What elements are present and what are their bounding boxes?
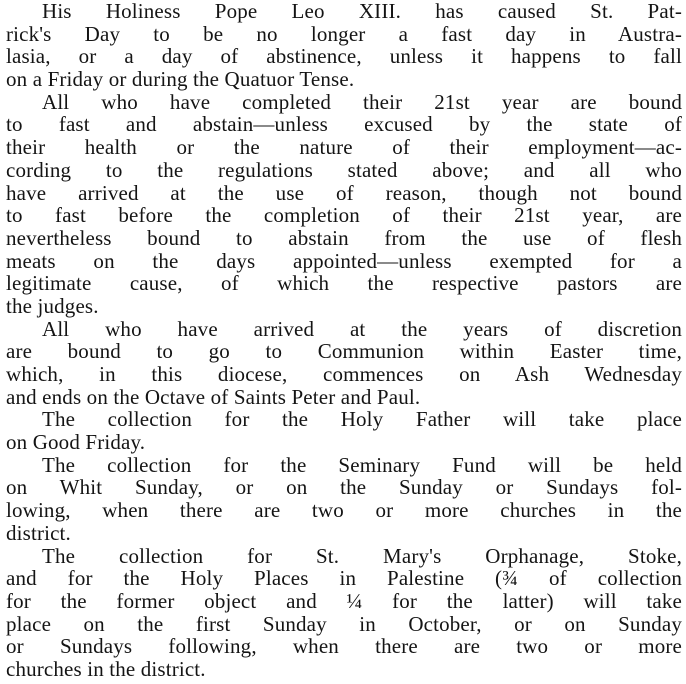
paragraph-orphanage-collection	[6, 545, 682, 681]
text-line: on Good Friday.	[6, 430, 146, 455]
text-line: His Holiness Pope Leo XIII. has caused St. Pat-	[42, 0, 682, 23]
paragraph-easter-communion	[6, 318, 682, 409]
text-line: All who have completed their 21st year are bound	[42, 89, 682, 114]
text-line: rick's Day to be no longer a fast day in Austra-	[6, 21, 682, 46]
text-line: for the former object and ¼ for the latter) will take	[6, 588, 682, 613]
text-line: and for the Holy Places in Palestine (¾ of collection	[6, 566, 682, 591]
text-line: on Whit Sunday, or on the Sunday or Sundays fol-	[6, 475, 682, 500]
text-line: district.	[6, 520, 71, 545]
newspaper-column	[6, 0, 682, 684]
text-line: churches in the district.	[6, 656, 206, 681]
text-line: lowing, when there are two or more churches in the	[6, 498, 682, 523]
text-line: the judges.	[6, 293, 99, 318]
text-line: lasia, or a day of abstinence, unless it happens to fall	[6, 44, 682, 69]
text-line: have arrived at the use of reason, though not bound	[6, 180, 682, 205]
text-line: nevertheless bound to abstain from the use of flesh	[6, 225, 682, 250]
text-line: place on the first Sunday in October, or on Sunday	[6, 611, 682, 636]
paragraph-st-patricks-day	[6, 0, 682, 91]
text-line: or Sundays following, when there are two or more	[6, 634, 682, 659]
text-line: which, in this diocese, commences on Ash Wednesday	[6, 362, 682, 386]
text-line: on a Friday or during the Quatuor Tense.	[6, 67, 355, 92]
text-line: cording to the regulations stated above; and all who	[6, 157, 682, 182]
paragraph-holy-father-collection	[6, 408, 682, 453]
text-line: The collection for St. Mary's Orphanage, Stoke,	[42, 543, 682, 568]
paragraph-seminary-fund	[6, 454, 682, 545]
text-line: The collection for the Seminary Fund will be held	[42, 452, 682, 477]
paragraph-fasting-rules	[6, 91, 682, 318]
text-line: their health or the nature of their employment—ac-	[6, 135, 682, 160]
text-line: to fast and abstain—unless excused by the state of	[6, 112, 682, 137]
text-line: and ends on the Octave of Saints Peter and Paul.	[6, 384, 421, 409]
text-line: The collection for the Holy Father will take place	[42, 407, 682, 432]
text-line: are bound to go to Communion within Easter time,	[6, 339, 682, 364]
text-line: All who have arrived at the years of discretion	[42, 316, 682, 341]
text-line: to fast before the completion of their 21st year, are	[6, 203, 682, 228]
text-line: legitimate cause, of which the respective pastors are	[6, 271, 682, 296]
text-line: meats on the days appointed—unless exempted for a	[6, 248, 682, 273]
